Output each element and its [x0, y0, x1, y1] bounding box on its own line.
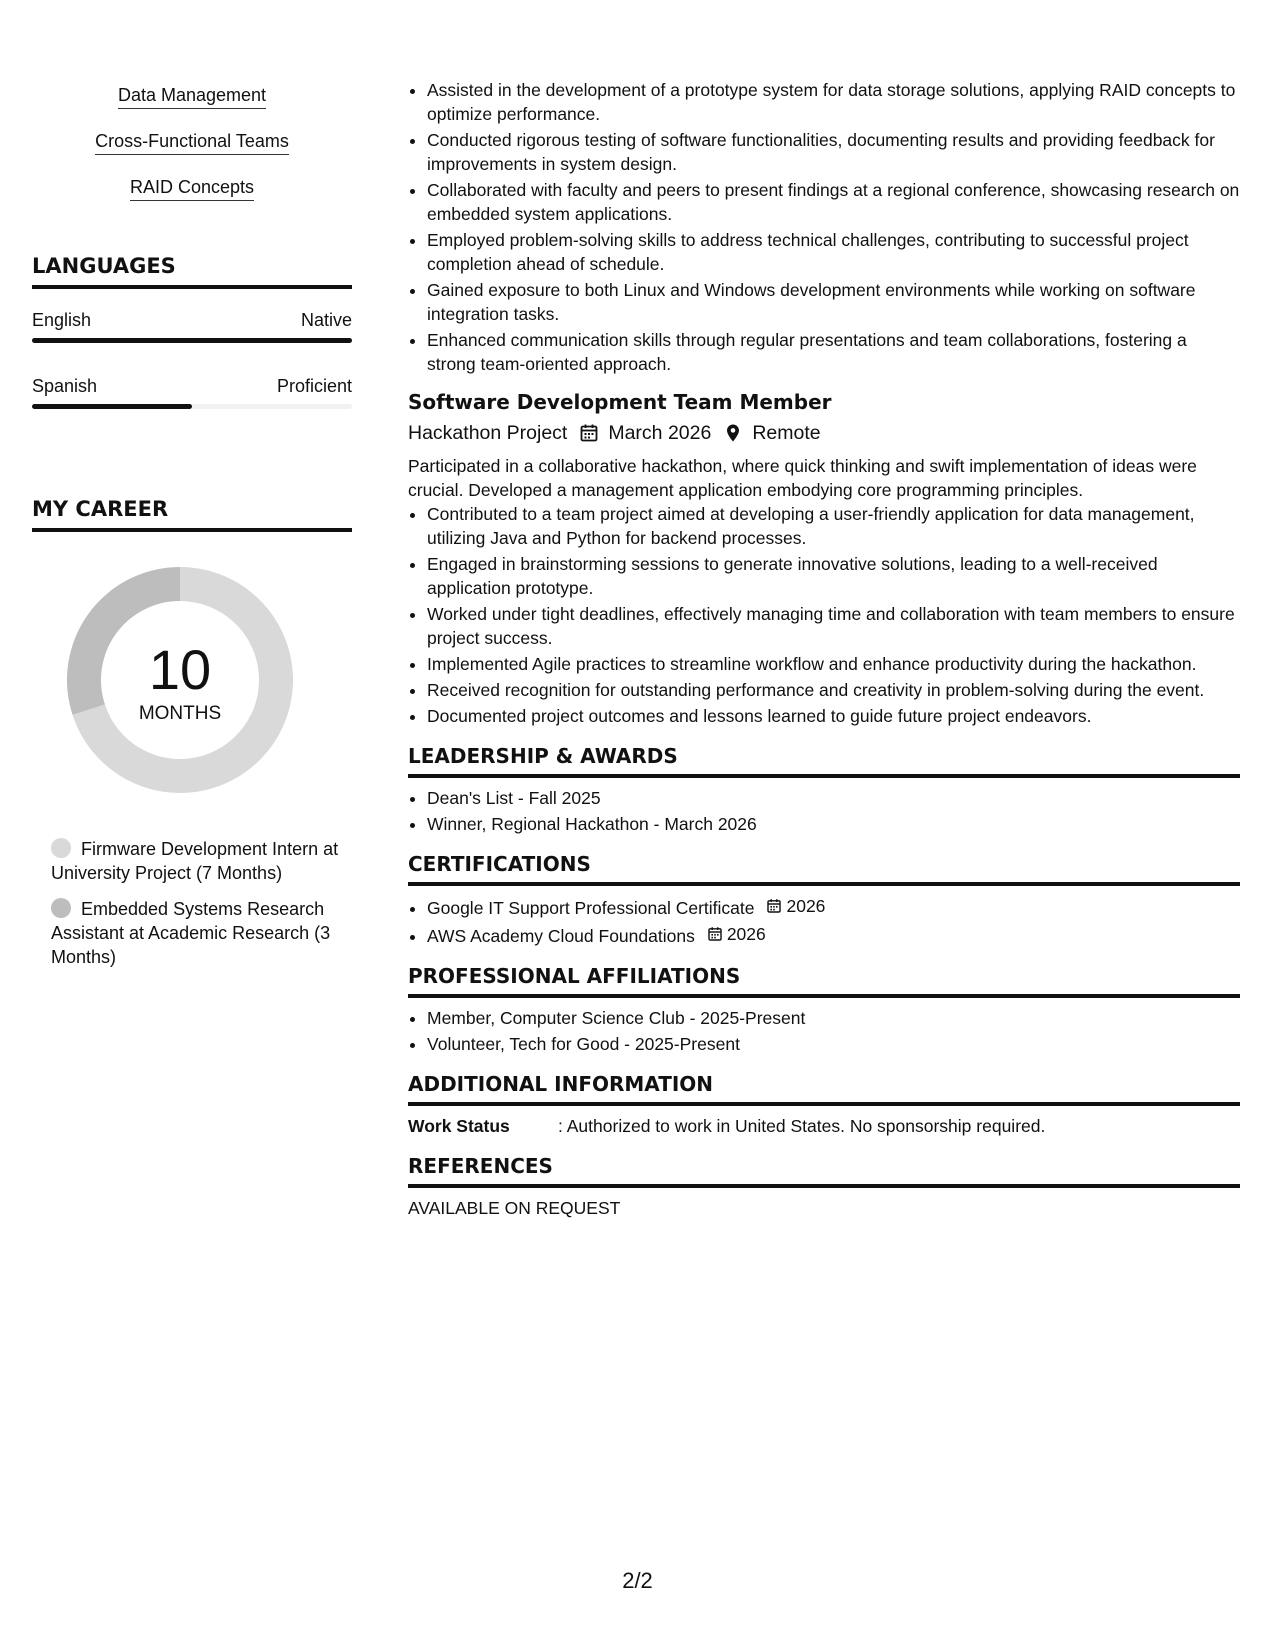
career-legend-item: [51, 837, 341, 885]
language-proficiency-bar: [32, 338, 352, 343]
legend-dot: [51, 898, 71, 918]
list-item: • Collaborated with faculty and peers to present findings at a regional conference, showcasing research on embedded system applications.: [427, 178, 1240, 226]
leadership-list: [408, 786, 1240, 836]
certification-name: Google IT Support Professional Certificate: [427, 898, 755, 918]
job-date: March 2026: [608, 422, 712, 444]
affiliations-list: [408, 1006, 1240, 1056]
list-item: • Gained exposure to both Linux and Windows development environments while working on software integration tasks.: [427, 278, 1240, 326]
list-item: • Worked under tight deadlines, effectively managing time and collaboration with team members to ensure project success.: [427, 602, 1240, 650]
certification-year: 2026: [726, 924, 766, 944]
certification-year: 2026: [786, 896, 826, 916]
leadership-heading: LEADERSHIP & AWARDS: [408, 744, 1240, 778]
skill-tag: RAID Concepts: [130, 176, 254, 201]
job-location: Remote: [752, 422, 821, 444]
list-item: [427, 894, 1240, 920]
certifications-list: [408, 894, 1240, 948]
skills-list: [32, 84, 352, 222]
additional-info-heading: ADDITIONAL INFORMATION: [408, 1072, 1240, 1106]
work-status-value: : Authorized to work in United States. No sponsorship required.: [558, 1116, 1046, 1136]
languages-section: [32, 254, 352, 409]
affiliations-heading: PROFESSIONAL AFFILIATIONS: [408, 964, 1240, 998]
language-level: Native: [300, 310, 352, 330]
language-proficiency-fill: [32, 338, 352, 343]
language-name: English: [32, 310, 92, 330]
language-item: [32, 309, 352, 343]
legend-label: Embedded Systems Research Assistant at Academic Research (3 Months): [51, 899, 331, 967]
list-item: • Volunteer, Tech for Good - 2025-Present: [427, 1032, 1240, 1056]
list-item: • Enhanced communication skills through regular presentations and team collaborations, fostering a strong team-oriented approach.: [427, 328, 1240, 376]
list-item: • Employed problem-solving skills to address technical challenges, contributing to successful project completion ahead of schedule.: [427, 228, 1240, 276]
references-text: AVAILABLE ON REQUEST: [408, 1198, 621, 1218]
map-pin-icon: [723, 423, 743, 443]
work-status-row: [408, 1114, 1240, 1138]
main-content: [408, 78, 1240, 1220]
career-legend-item: [51, 897, 341, 969]
job-title: Software Development Team Member: [408, 390, 832, 414]
career-total: 10: [148, 638, 212, 701]
list-item: • Assisted in the development of a prototype system for data storage solutions, applying RAID concepts to optimize performance.: [427, 78, 1240, 126]
language-item: [32, 375, 352, 409]
list-item: • Winner, Regional Hackathon - March 2026: [427, 812, 1240, 836]
references-heading: REFERENCES: [408, 1154, 1240, 1188]
skill-tag: Cross-Functional Teams: [95, 130, 289, 155]
list-item: • Engaged in brainstorming sessions to generate innovative solutions, leading to a well-received application prototype.: [427, 552, 1240, 600]
calendar-icon: [707, 926, 723, 942]
legend-dot: [51, 838, 71, 858]
list-item: [427, 922, 1240, 948]
list-item: • Received recognition for outstanding performance and creativity in problem-solving during the event.: [427, 678, 1240, 702]
certification-name: AWS Academy Cloud Foundations: [427, 926, 695, 946]
language-name: Spanish: [32, 376, 98, 396]
career-unit: MONTHS: [138, 703, 222, 724]
list-item: • Documented project outcomes and lessons learned to guide future project endeavors.: [427, 704, 1240, 728]
career-section: [32, 497, 352, 967]
calendar-icon: [579, 423, 599, 443]
list-item: • Implemented Agile practices to streamline workflow and enhance productivity during the hackathon.: [427, 652, 1240, 676]
career-donut-center: [67, 567, 293, 793]
languages-heading: LANGUAGES: [32, 254, 352, 289]
skill-tag: Data Management: [118, 84, 266, 109]
certifications-heading: CERTIFICATIONS: [408, 852, 1240, 886]
language-proficiency-bar: [32, 404, 352, 409]
career-heading: MY CAREER: [32, 497, 352, 532]
job-summary: Participated in a collaborative hackathon, where quick thinking and swift implementation of ideas were crucial. Developed a management application embodying core programming principles.: [408, 456, 1197, 500]
job-bullets: [408, 502, 1240, 728]
list-item: • Conducted rigorous testing of software functionalities, documenting results and providing feedback for improvements in system design.: [427, 128, 1240, 176]
calendar-icon: [766, 898, 782, 914]
list-item: • Dean's List - Fall 2025: [427, 786, 1240, 810]
career-legend: [51, 837, 341, 981]
legend-label: Firmware Development Intern at University Project (7 Months): [51, 839, 339, 883]
list-item: • Contributed to a team project aimed at developing a user-friendly application for data management, utilizing Java and Python for backend processes.: [427, 502, 1240, 550]
job-meta: [408, 420, 1240, 446]
career-donut: [67, 567, 293, 793]
language-level: Proficient: [276, 376, 352, 396]
work-status-label: Work Status: [408, 1116, 510, 1136]
list-item: • Member, Computer Science Club - 2025-Present: [427, 1006, 1240, 1030]
job-company: Hackathon Project: [408, 422, 568, 444]
page-number: 2/2: [622, 1568, 653, 1593]
experience-bullets: [408, 78, 1240, 376]
language-proficiency-fill: [32, 404, 192, 409]
